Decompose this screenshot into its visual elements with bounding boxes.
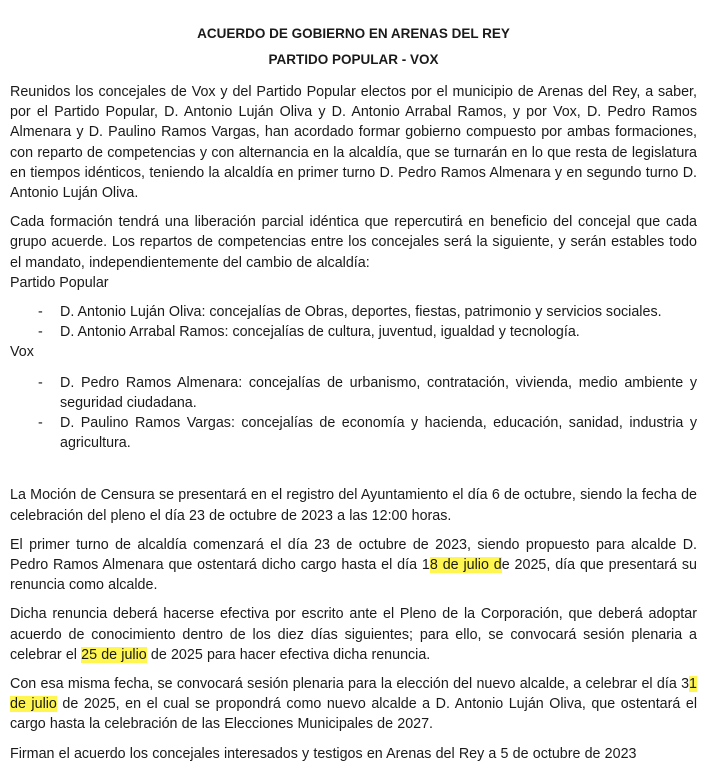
intro-paragraph: Reunidos los concejales de Vox y del Partido Popular electos por el municipio de Arenas del Rey, a saber, por el Partido Popular, D. Antonio Luján Oliva y D. Antonio Arrabal Ramos, y por Vox, D. Pedro Ramos Almenara y D. Paulino Ramos Vargas, han acordado formar gobierno compuesto por ambas formaciones, con reparto de competencias y con alternancia en la alcaldía, que se turnarán en lo que resta de legislatura en tiempos idénticos, teniendo la alcaldía en primer turno D. Pedro Ramos Almenara y en segundo turno D. Antonio Luján Oliva. [10, 84, 697, 202]
list-item: - D. Antonio Arrabal Ramos: concejalías de cultura, juventud, igualdad y tecnología. [60, 322, 697, 342]
turn-paragraph [10, 535, 697, 596]
highlighted-date: 25 de julio [81, 646, 147, 663]
highlighted-date: 8 de julio d [429, 557, 502, 574]
liberation-paragraph: Cada formación tendrá una liberación parcial idéntica que repercutirá en beneficio del concejal que cada grupo acuerde. Los repartos de competencias entre los concejales será la siguiente, y serán estables todo el mandato, independientemente del cambio de alcaldía: [10, 214, 697, 271]
censure-paragraph: La Moción de Censura se presentará en el registro del Ayuntamiento el día 6 de octubre, siendo la fecha de celebración del pleno el día 23 de octubre de 2023 a las 12:00 horas. [10, 487, 697, 524]
highlighted-date: 1 de julio [10, 676, 697, 713]
turn-text-before: El primer turno de alcaldía comenzará el día 23 de octubre de 2023, siendo propuesto para alcalde D. Pedro Ramos Almenara que ostentará dicho cargo hasta el día 1 [10, 536, 697, 574]
resignation-paragraph [10, 604, 697, 665]
election-text-after: de 2025, en el cual se propondrá como nuevo alcalde a D. Antonio Luján Oliva, que ostentará el cargo hasta la celebración de las Elecciones Municipales de 2027. [10, 696, 697, 733]
list-item: - D. Pedro Ramos Almenara: concejalías de urbanismo, contratación, vivienda, medio ambiente y seguridad ciudadana. [60, 373, 697, 413]
group-heading-vox: Vox [10, 344, 34, 361]
election-paragraph [10, 674, 697, 735]
turn-text-after: e 2025, día que presentará su renuncia como alcalde. [10, 557, 697, 594]
group-heading-pp: Partido Popular [10, 274, 109, 291]
document-subtitle: PARTIDO POPULAR - VOX [268, 52, 439, 67]
election-text-before: Con esa misma fecha, se convocará sesión plenaria para la elección del nuevo alcalde, a celebrar el día 3 [10, 676, 690, 693]
resignation-text-after: de 2025 para hacer efectiva dicha renuncia. [146, 646, 431, 663]
pp-list [10, 302, 697, 342]
resignation-text-before: Dicha renuncia deberá hacerse efectiva por escrito ante el Pleno de la Corporación, que deberá adoptar acuerdo de conocimiento dentro de los diez días siguientes; para ello, se convocará sesión plenaria a celebrar el [10, 606, 697, 663]
signature-paragraph: Firman el acuerdo los concejales interesados y testigos en Arenas del Rey a 5 de octubre de 2023 [10, 745, 637, 762]
list-item: - D. Antonio Luján Oliva: concejalías de Obras, deportes, fiestas, patrimonio y servicios sociales. [60, 302, 697, 322]
document-title: ACUERDO DE GOBIERNO EN ARENAS DEL REY [197, 26, 510, 41]
vox-list [10, 373, 697, 454]
list-item: - D. Paulino Ramos Vargas: concejalías de economía y hacienda, educación, sanidad, industria y agricultura. [60, 413, 697, 453]
